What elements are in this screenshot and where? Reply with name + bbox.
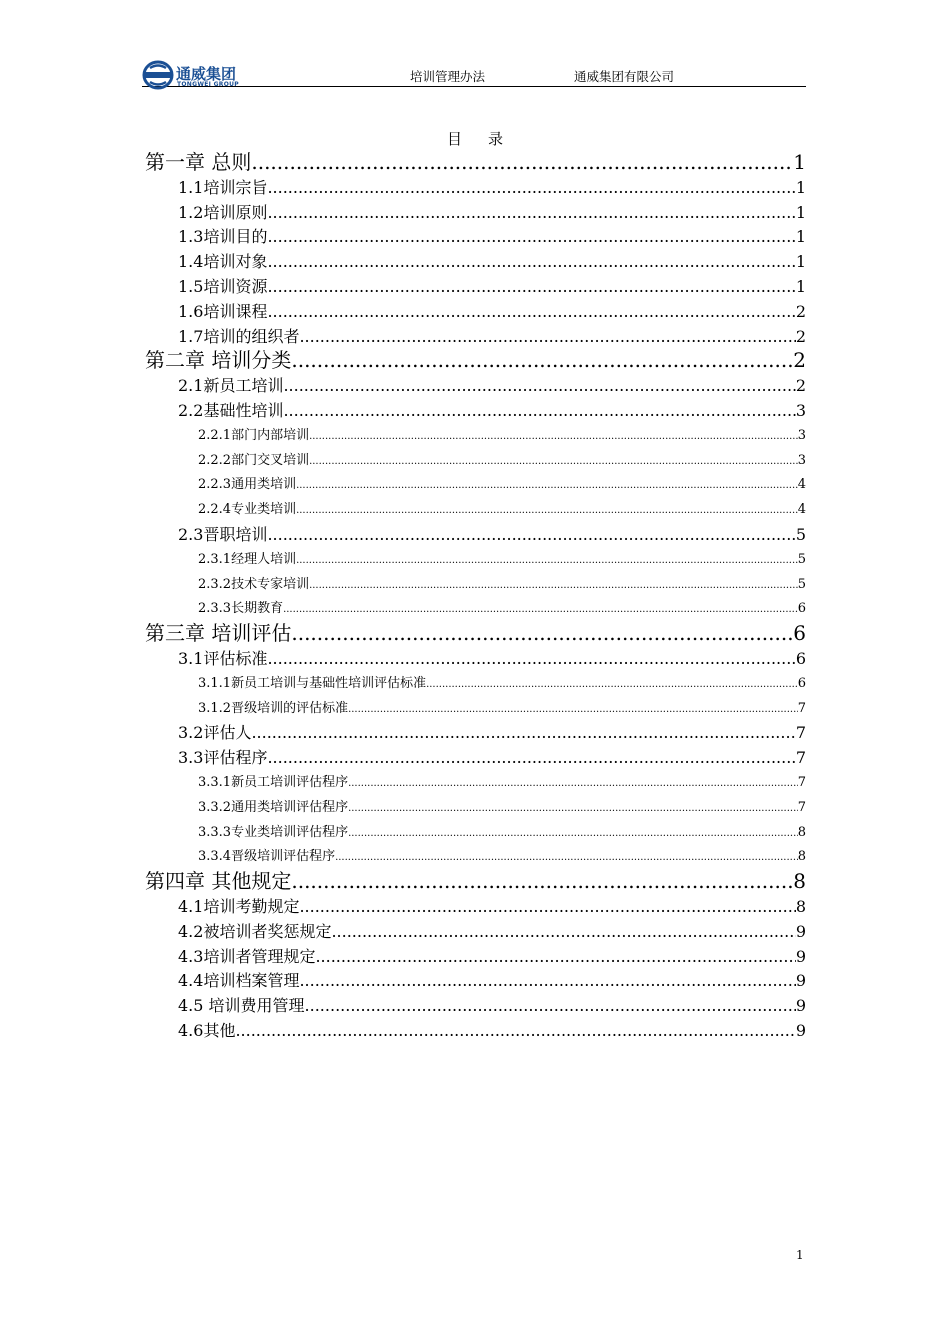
toc-entry[interactable]	[198, 423, 806, 448]
toc-entry-page: 3	[797, 427, 806, 443]
toc-leader-dots	[251, 150, 793, 175]
toc-entry[interactable]	[178, 299, 806, 324]
toc-entry-label: 4.6其他	[178, 1021, 236, 1040]
toc-entry[interactable]	[178, 646, 806, 671]
toc-entry-page: 9	[795, 946, 806, 966]
toc-entry-page: 3	[797, 452, 806, 468]
toc-leader-dots	[283, 597, 798, 622]
toc-entry[interactable]	[178, 968, 806, 993]
toc-entry-page: 2	[793, 348, 806, 373]
toc-leader-dots	[348, 796, 798, 821]
toc-entry[interactable]	[145, 621, 806, 646]
toc-title: 目录	[446, 130, 529, 148]
toc-entry-label: 第四章 其他规定	[145, 869, 292, 894]
toc-entry-label: 3.1.2晋级培训的评估标准	[198, 700, 349, 716]
toc-entry-page: 1	[795, 177, 806, 197]
toc-leader-dots	[348, 771, 798, 796]
toc-entry-label: 1.2培训原则	[178, 202, 268, 222]
toc-entry-label: 1.4培训对象	[178, 252, 268, 272]
toc-leader-dots	[267, 299, 795, 324]
toc-entry-page: 1	[795, 277, 806, 296]
toc-entry-label: 3.3评估程序	[178, 748, 268, 768]
toc-entry-label: 4.5 培训费用管理	[178, 996, 305, 1016]
toc-entry[interactable]	[178, 224, 806, 249]
toc-entry-page: 8	[793, 869, 806, 894]
toc-entry[interactable]	[198, 844, 806, 869]
toc-entry-label: 2.2.2部门交叉培训	[198, 452, 310, 468]
toc-entry-label: 1.5培训资源	[178, 277, 268, 296]
toc-entry[interactable]	[198, 547, 806, 572]
toc-leader-dots	[283, 398, 795, 423]
toc-leader-dots	[235, 1018, 795, 1043]
toc-leader-dots	[299, 968, 795, 993]
toc-entry-page: 9	[795, 1021, 806, 1040]
logo-text-cn: 通威集团	[176, 65, 237, 83]
toc-entry-page: 9	[795, 971, 806, 991]
toc-entry-label: 第一章 总则	[145, 150, 252, 174]
toc-entry-page: 4	[797, 477, 806, 493]
toc-entry-page: 5	[797, 551, 806, 567]
toc-entry[interactable]	[198, 596, 806, 621]
toc-leader-dots	[267, 745, 795, 770]
toc-entry-page: 2	[795, 326, 806, 346]
toc-leader-dots	[267, 224, 795, 249]
toc-entry[interactable]	[198, 448, 806, 473]
toc-leader-dots	[315, 944, 795, 969]
toc-entry[interactable]	[178, 175, 806, 200]
logo-emblem-icon	[142, 60, 174, 90]
toc-entry[interactable]	[178, 373, 806, 398]
toc-leader-dots	[309, 449, 798, 474]
toc-entry[interactable]	[178, 274, 806, 299]
toc-entry-page: 1	[795, 227, 806, 247]
toc-entry-label: 1.7培训的组织者	[178, 326, 300, 346]
toc-entry-label: 2.1新员工培训	[178, 376, 284, 396]
toc-leader-dots	[291, 621, 793, 646]
toc-leader-dots	[335, 845, 798, 870]
toc-entry-label: 3.2评估人	[178, 723, 252, 743]
toc-entry[interactable]	[178, 919, 806, 944]
toc-entry[interactable]	[198, 770, 806, 795]
toc-entry[interactable]	[145, 150, 806, 175]
toc-entry-label: 3.3.4晋级培训评估程序	[198, 849, 336, 865]
toc-leader-dots	[267, 200, 795, 225]
toc-entry[interactable]	[178, 894, 806, 919]
toc-entry-page: 9	[795, 996, 806, 1016]
toc-entry[interactable]	[145, 348, 806, 373]
toc-leader-dots	[426, 672, 798, 697]
toc-leader-dots	[267, 175, 795, 200]
toc-leader-dots	[291, 348, 793, 373]
toc-entry-label: 第二章 培训分类	[145, 348, 292, 373]
toc-entry[interactable]	[198, 795, 806, 820]
toc-leader-dots	[267, 646, 795, 671]
toc-entry[interactable]	[178, 745, 806, 770]
toc-entry-page: 1	[795, 252, 806, 272]
toc-entry-label: 3.3.1新员工培训评估程序	[198, 775, 349, 790]
toc-entry-page: 1	[793, 150, 806, 174]
toc-leader-dots	[283, 373, 795, 398]
toc-entry-label: 1.6培训课程	[178, 301, 268, 321]
toc-entry[interactable]	[145, 869, 806, 894]
toc-leader-dots	[305, 993, 796, 1018]
toc-entry-page: 8	[795, 897, 806, 916]
toc-entry-label: 1.1培训宗旨	[178, 177, 268, 197]
toc-entry[interactable]	[198, 696, 806, 721]
toc-entry-label: 3.1评估标准	[178, 649, 268, 668]
toc-entry-page: 6	[797, 601, 806, 617]
page-number: 1	[796, 1248, 804, 1262]
toc-entry-page: 8	[797, 849, 806, 865]
toc-entry[interactable]	[178, 249, 806, 274]
toc-entry-label: 2.2基础性培训	[178, 401, 284, 420]
toc-entry-page: 2	[795, 376, 806, 396]
toc-leader-dots	[251, 720, 795, 745]
toc-entry-label: 2.3.3长期教育	[198, 601, 284, 617]
logo-text-en: TONGWEI GROUP	[177, 81, 239, 88]
toc-entry[interactable]	[178, 522, 806, 547]
page-header	[142, 58, 806, 87]
toc-entry-page: 2	[795, 301, 806, 321]
toc-entry[interactable]	[198, 472, 806, 497]
toc-leader-dots	[299, 324, 795, 349]
toc-entry-page: 7	[797, 775, 806, 790]
toc-entry-page: 7	[795, 748, 806, 768]
toc-entry-page: 6	[795, 649, 806, 668]
toc-entry[interactable]	[198, 671, 806, 696]
header-company-name: 通威集团有限公司	[574, 69, 675, 84]
toc-entry-page: 8	[797, 824, 806, 840]
toc-entry-label: 2.3晋职培训	[178, 525, 268, 544]
toc-entry[interactable]	[178, 993, 806, 1018]
toc-entry-page: 6	[797, 675, 806, 691]
toc-entry-page: 1	[795, 202, 806, 222]
toc-entry-page: 7	[795, 723, 806, 743]
toc-entry-label: 4.2被培训者奖惩规定	[178, 921, 332, 941]
toc-leader-dots	[331, 919, 795, 944]
toc-entry[interactable]	[178, 200, 806, 225]
toc-leader-dots	[309, 424, 798, 449]
toc-leader-dots	[291, 869, 793, 894]
toc-entry-page: 9	[795, 921, 806, 941]
toc-entry[interactable]	[198, 820, 806, 845]
toc-entry-label: 2.3.2技术专家培训	[198, 576, 310, 592]
toc-entry-label: 第三章 培训评估	[145, 621, 292, 646]
toc-entry-page: 7	[797, 799, 806, 815]
toc-leader-dots	[296, 473, 798, 498]
toc-entry-label: 2.2.3通用类培训	[198, 477, 297, 493]
toc-entry[interactable]	[178, 324, 806, 349]
toc-leader-dots	[267, 522, 795, 547]
toc-entry-label: 4.1培训考勤规定	[178, 897, 300, 916]
toc-entry[interactable]	[178, 944, 806, 969]
toc-entry-label: 4.4培训档案管理	[178, 971, 300, 991]
toc-entry-label: 1.3培训目的	[178, 227, 268, 247]
toc-leader-dots	[309, 573, 798, 598]
toc-entry[interactable]	[178, 720, 806, 745]
toc-entry-label: 3.3.3专业类培训评估程序	[198, 824, 349, 840]
toc-entry-label: 2.2.4专业类培训	[198, 502, 297, 518]
toc-leader-dots	[296, 498, 798, 523]
toc-entry-label: 2.2.1部门内部培训	[198, 427, 310, 443]
toc-entry[interactable]	[178, 1018, 806, 1043]
toc-entry-label: 3.3.2通用类培训评估程序	[198, 799, 349, 815]
toc-entry-page: 5	[797, 576, 806, 592]
toc-leader-dots	[299, 894, 795, 919]
toc-entry-page: 7	[797, 700, 806, 716]
toc-entry-page: 3	[795, 401, 806, 420]
toc-leader-dots	[267, 274, 795, 299]
toc-entry[interactable]	[178, 398, 806, 423]
toc-entry-label: 2.3.1经理人培训	[198, 551, 297, 567]
company-logo	[142, 60, 252, 90]
toc-entry-label: 3.1.1新员工培训与基础性培训评估标准	[198, 675, 427, 691]
toc-leader-dots	[348, 697, 798, 722]
toc-entry-page: 5	[795, 525, 806, 544]
toc-entry-label: 4.3培训者管理规定	[178, 946, 316, 966]
toc-entry[interactable]	[198, 497, 806, 522]
toc-entry-page: 4	[797, 502, 806, 518]
header-doc-title: 培训管理办法	[410, 69, 486, 84]
toc-entry[interactable]	[198, 572, 806, 597]
toc-leader-dots	[267, 249, 795, 274]
toc-leader-dots	[348, 821, 798, 846]
toc-entry-page: 6	[793, 621, 806, 646]
toc-leader-dots	[296, 548, 798, 573]
